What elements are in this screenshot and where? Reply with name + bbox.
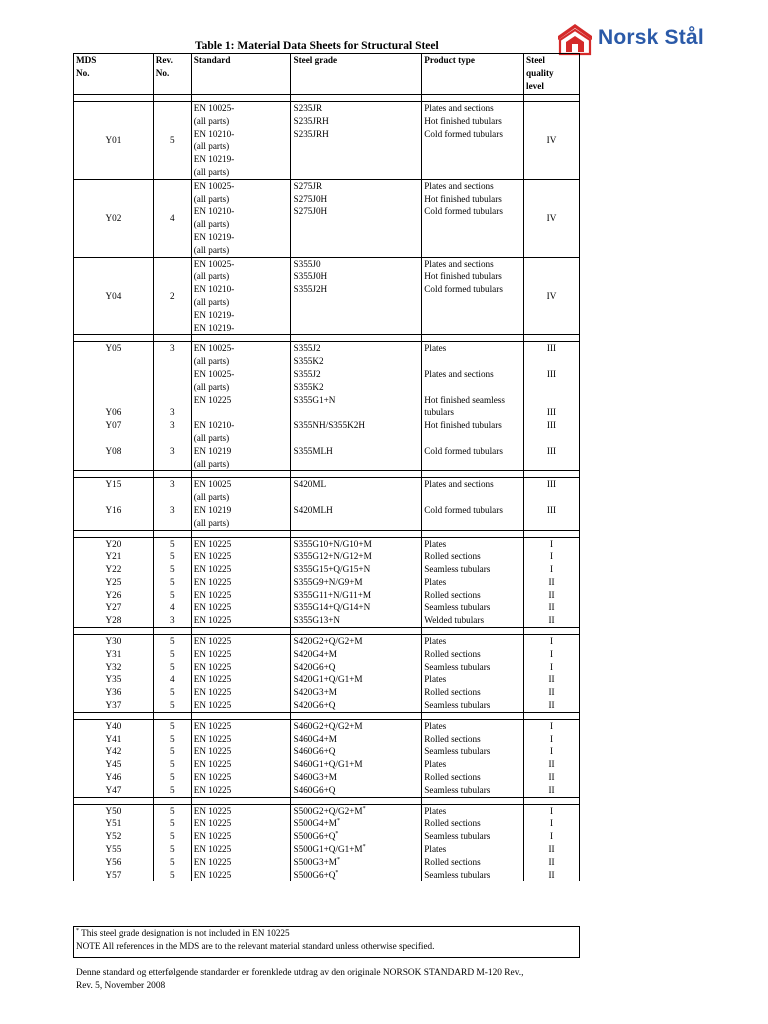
table-row (74, 817, 580, 830)
grade-cell: S355G13+N (291, 614, 422, 627)
grade-cell: S355J2 S355K2 (291, 368, 422, 394)
table-row (74, 771, 580, 784)
quality-cell: I (524, 648, 580, 661)
standard-cell: EN 10225 (191, 719, 291, 732)
grade-cell: S355G10+N/G10+M (291, 537, 422, 550)
disclaimer-line-1: Denne standard og etterfølgende standarder er forenklede utdrag av den originale NORSOK STANDARD M-120 Rev., (76, 968, 524, 978)
mds-cell: Y16 (74, 504, 154, 530)
quality-cell: III (524, 504, 580, 530)
grade-cell: S355MLH (291, 445, 422, 471)
table-row (74, 699, 580, 712)
mds-cell: Y52 (74, 830, 154, 843)
quality-cell: III (524, 368, 580, 394)
quality-cell: I (524, 563, 580, 576)
standard-cell: EN 10225 (191, 614, 291, 627)
quality-cell: III (524, 394, 580, 420)
mds-cell: Y30 (74, 635, 154, 648)
quality-cell: I (524, 817, 580, 830)
quality-cell: III (524, 478, 580, 504)
header-mds: MDS No. (74, 54, 154, 95)
mds-cell: Y21 (74, 550, 154, 563)
grade-cell: S420MLH (291, 504, 422, 530)
table-row (74, 504, 580, 530)
standard-cell: EN 10225 (191, 784, 291, 797)
table-body (74, 95, 580, 882)
quality-cell: II (524, 699, 580, 712)
product-cell: Plates (422, 804, 524, 817)
product-cell: Plates and sections (422, 368, 524, 394)
table-row (74, 661, 580, 674)
table-row (74, 673, 580, 686)
header-standard: Standard (191, 54, 291, 95)
product-cell: Seamless tubulars (422, 784, 524, 797)
mds-cell: Y27 (74, 601, 154, 614)
grade-cell: S500G6+Q* (291, 869, 422, 882)
table-row (74, 368, 580, 394)
quality-cell: II (524, 771, 580, 784)
standard-cell: EN 10225 (191, 856, 291, 869)
rev-cell: 5 (153, 648, 191, 661)
quality-cell: I (524, 635, 580, 648)
rev-cell: 3 (153, 504, 191, 530)
standard-cell: EN 10225 (191, 869, 291, 882)
product-cell: Plates (422, 673, 524, 686)
mds-cell: Y31 (74, 648, 154, 661)
standard-cell: EN 10025- (all parts) EN 10210- (all parts) EN 10219- (all parts) (191, 179, 291, 257)
grade-cell: S355J2 S355K2 (291, 342, 422, 368)
grade-cell: S420G4+M (291, 648, 422, 661)
standard-cell: EN 10225 (191, 817, 291, 830)
grade-cell: S460G4+M (291, 733, 422, 746)
footnote-ref: * (336, 818, 340, 825)
standard-cell: EN 10025- (all parts) (191, 368, 291, 394)
table-row (74, 648, 580, 661)
grade-cell: S235JR S235JRH S235JRH (291, 102, 422, 180)
rev-cell: 5 (153, 745, 191, 758)
standard-cell: EN 10225 (191, 648, 291, 661)
standard-cell: EN 10225 (191, 394, 291, 420)
product-cell: Rolled sections (422, 550, 524, 563)
rev-cell: 5 (153, 589, 191, 602)
mds-cell: Y35 (74, 673, 154, 686)
header-steel-grade: Steel grade (291, 54, 422, 95)
rev-cell: 4 (153, 673, 191, 686)
mds-cell: Y15 (74, 478, 154, 504)
rev-cell: 3 (153, 478, 191, 504)
rev-cell: 5 (153, 830, 191, 843)
mds-cell: Y46 (74, 771, 154, 784)
table-title: Table 1: Material Data Sheets for Structural Steel (195, 40, 439, 52)
quality-cell: II (524, 673, 580, 686)
table-row (74, 537, 580, 550)
standard-cell: EN 10025- (all parts) (191, 342, 291, 368)
table-row (74, 419, 580, 445)
mds-cell: Y57 (74, 869, 154, 882)
table-row (74, 576, 580, 589)
rev-cell: 5 (153, 102, 191, 180)
quality-cell: II (524, 869, 580, 882)
rev-cell: 5 (153, 686, 191, 699)
header-rev: Rev. No. (153, 54, 191, 95)
quality-cell: II (524, 843, 580, 856)
grade-cell: S355G15+Q/G15+N (291, 563, 422, 576)
quality-cell: II (524, 614, 580, 627)
product-cell: Plates (422, 758, 524, 771)
mds-cell: Y45 (74, 758, 154, 771)
rev-cell: 5 (153, 661, 191, 674)
product-cell: Rolled sections (422, 589, 524, 602)
rev-cell: 5 (153, 537, 191, 550)
standard-cell: EN 10225 (191, 699, 291, 712)
grade-cell: S420G6+Q (291, 661, 422, 674)
grade-cell: S420G3+M (291, 686, 422, 699)
table-row (74, 635, 580, 648)
rev-cell: 5 (153, 635, 191, 648)
product-cell: Hot finished tubulars (422, 419, 524, 445)
standard-cell: EN 10225 (191, 589, 291, 602)
mds-cell (74, 368, 154, 394)
product-cell: Plates (422, 342, 524, 368)
quality-cell: II (524, 576, 580, 589)
mds-cell: Y26 (74, 589, 154, 602)
standard-cell: EN 10225 (191, 635, 291, 648)
header-quality-level: Steel quality level (524, 54, 580, 95)
mds-cell: Y01 (74, 102, 154, 180)
group-separator (74, 471, 580, 478)
standard-cell: EN 10219 (all parts) (191, 445, 291, 471)
mds-cell: Y08 (74, 445, 154, 471)
product-cell: Seamless tubulars (422, 830, 524, 843)
rev-cell: 5 (153, 758, 191, 771)
product-cell: Seamless tubulars (422, 661, 524, 674)
mds-cell: Y55 (74, 843, 154, 856)
mds-cell: Y28 (74, 614, 154, 627)
product-cell: Plates and sections Hot finished tubulars Cold formed tubulars (422, 102, 524, 180)
quality-cell: I (524, 830, 580, 843)
quality-cell: I (524, 719, 580, 732)
rev-cell: 5 (153, 869, 191, 882)
quality-cell: IV (524, 257, 580, 335)
table-row (74, 394, 580, 420)
table-row (74, 478, 580, 504)
product-cell: Seamless tubulars (422, 869, 524, 882)
table-row (74, 719, 580, 732)
grade-cell: S420G1+Q/G1+M (291, 673, 422, 686)
mds-cell: Y41 (74, 733, 154, 746)
rev-cell: 5 (153, 563, 191, 576)
standard-cell: EN 10225 (191, 733, 291, 746)
grade-cell: S460G2+Q/G2+M (291, 719, 422, 732)
table-row (74, 733, 580, 746)
grade-cell: S500G6+Q* (291, 830, 422, 843)
table-row (74, 843, 580, 856)
mds-cell: Y05 (74, 342, 154, 368)
standard-cell: EN 10025 (all parts) (191, 478, 291, 504)
standard-cell: EN 10225 (191, 830, 291, 843)
rev-cell: 5 (153, 843, 191, 856)
norsk-stal-logo (556, 22, 716, 58)
footnote-ref: * (362, 805, 366, 812)
product-cell: Welded tubulars (422, 614, 524, 627)
table-row (74, 257, 580, 335)
mds-cell: Y25 (74, 576, 154, 589)
rev-cell (153, 368, 191, 394)
table-row (74, 856, 580, 869)
standard-cell: EN 10225 (191, 745, 291, 758)
rev-cell: 5 (153, 856, 191, 869)
rev-cell: 3 (153, 394, 191, 420)
quality-cell: III (524, 445, 580, 471)
group-separator (74, 797, 580, 804)
table-row (74, 804, 580, 817)
product-cell: Seamless tubulars (422, 601, 524, 614)
product-cell: Seamless tubulars (422, 563, 524, 576)
product-cell: Plates (422, 635, 524, 648)
product-cell: Seamless tubulars (422, 699, 524, 712)
quality-cell: I (524, 804, 580, 817)
product-cell: Plates (422, 576, 524, 589)
grade-cell: S460G3+M (291, 771, 422, 784)
rev-cell: 3 (153, 419, 191, 445)
table-row (74, 102, 580, 180)
product-cell: Rolled sections (422, 648, 524, 661)
footnote-text: This steel grade designation is not included in EN 10225 (79, 928, 290, 938)
product-cell: Plates (422, 843, 524, 856)
table-row (74, 563, 580, 576)
quality-cell: III (524, 342, 580, 368)
product-cell: Rolled sections (422, 856, 524, 869)
rev-cell: 3 (153, 342, 191, 368)
table-row (74, 445, 580, 471)
rev-cell: 5 (153, 784, 191, 797)
norsk-stal-logo-icon (556, 22, 594, 56)
standard-cell: EN 10225 (191, 550, 291, 563)
mds-cell: Y04 (74, 257, 154, 335)
standard-cell: EN 10225 (191, 673, 291, 686)
group-separator (74, 530, 580, 537)
grade-cell: S355NH/S355K2H (291, 419, 422, 445)
rev-cell: 3 (153, 614, 191, 627)
table-row (74, 601, 580, 614)
quality-cell: IV (524, 179, 580, 257)
table-row (74, 745, 580, 758)
product-cell: Seamless tubulars (422, 745, 524, 758)
logo-text: Norsk Stål (598, 26, 704, 49)
quality-cell: I (524, 733, 580, 746)
mds-cell: Y06 (74, 394, 154, 420)
footnote-note: NOTE All references in the MDS are to the relevant material standard unless otherwise specified. (76, 940, 435, 951)
standard-cell: EN 10225 (191, 843, 291, 856)
table-row (74, 830, 580, 843)
table-row (74, 758, 580, 771)
disclaimer (76, 967, 586, 993)
standard-cell: EN 10225 (191, 576, 291, 589)
grade-cell: S500G4+M* (291, 817, 422, 830)
product-cell: Rolled sections (422, 817, 524, 830)
grade-cell: S460G1+Q/G1+M (291, 758, 422, 771)
quality-cell: II (524, 686, 580, 699)
grade-cell: S355G12+N/G12+M (291, 550, 422, 563)
grade-cell: S420G6+Q (291, 699, 422, 712)
group-separator (74, 95, 580, 102)
quality-cell: IV (524, 102, 580, 180)
product-cell: Plates and sections (422, 478, 524, 504)
table-row (74, 869, 580, 882)
product-cell: Plates (422, 537, 524, 550)
product-cell: Rolled sections (422, 771, 524, 784)
rev-cell: 5 (153, 699, 191, 712)
mds-cell: Y56 (74, 856, 154, 869)
material-data-table (73, 53, 580, 881)
table-header-row (74, 54, 580, 95)
footnote-marker: * (76, 927, 79, 934)
grade-cell: S500G3+M* (291, 856, 422, 869)
mds-cell: Y40 (74, 719, 154, 732)
grade-cell: S355J0 S355J0H S355J2H (291, 257, 422, 335)
standard-cell: EN 10219 (all parts) (191, 504, 291, 530)
grade-cell: S420G2+Q/G2+M (291, 635, 422, 648)
grade-cell: S460G6+Q (291, 745, 422, 758)
standard-cell: EN 10210- (all parts) (191, 419, 291, 445)
grade-cell: S355G1+N (291, 394, 422, 420)
table-row (74, 550, 580, 563)
product-cell: Cold formed tubulars (422, 445, 524, 471)
grade-cell: S355G9+N/G9+M (291, 576, 422, 589)
standard-cell: EN 10225 (191, 771, 291, 784)
rev-cell: 4 (153, 179, 191, 257)
quality-cell: I (524, 661, 580, 674)
mds-cell: Y50 (74, 804, 154, 817)
footnote-ref: * (335, 869, 339, 876)
grade-cell: S420ML (291, 478, 422, 504)
table-row (74, 614, 580, 627)
mds-cell: Y47 (74, 784, 154, 797)
footnote-ref: * (362, 843, 366, 850)
standard-cell: EN 10025- (all parts) EN 10210- (all parts) EN 10219- (all parts) (191, 102, 291, 180)
mds-cell: Y20 (74, 537, 154, 550)
mds-cell: Y32 (74, 661, 154, 674)
rev-cell: 2 (153, 257, 191, 335)
rev-cell: 5 (153, 771, 191, 784)
disclaimer-line-2: Rev. 5, November 2008 (76, 980, 166, 991)
quality-cell: II (524, 856, 580, 869)
table-row (74, 179, 580, 257)
standard-cell: EN 10025- (all parts) EN 10210- (all parts) EN 10219- EN 10219- (191, 257, 291, 335)
grade-cell: S460G6+Q (291, 784, 422, 797)
grade-cell: S500G1+Q/G1+M* (291, 843, 422, 856)
standard-cell: EN 10225 (191, 804, 291, 817)
rev-cell: 5 (153, 550, 191, 563)
product-cell: Hot finished seamless tubulars (422, 394, 524, 420)
rev-cell: 4 (153, 601, 191, 614)
mds-cell: Y42 (74, 745, 154, 758)
table-row (74, 686, 580, 699)
grade-cell: S275JR S275J0H S275J0H (291, 179, 422, 257)
group-separator (74, 712, 580, 719)
grade-cell: S355G11+N/G11+M (291, 589, 422, 602)
standard-cell: EN 10225 (191, 537, 291, 550)
header-product-type: Product type (422, 54, 524, 95)
rev-cell: 5 (153, 576, 191, 589)
mds-cell: Y02 (74, 179, 154, 257)
footnote-ref: * (336, 856, 340, 863)
quality-cell: I (524, 537, 580, 550)
mds-cell: Y07 (74, 419, 154, 445)
quality-cell: II (524, 758, 580, 771)
standard-cell: EN 10225 (191, 601, 291, 614)
quality-cell: I (524, 550, 580, 563)
product-cell: Plates and sections Hot finished tubulars Cold formed tubulars (422, 179, 524, 257)
quality-cell: I (524, 745, 580, 758)
quality-cell: III (524, 419, 580, 445)
table-row (74, 342, 580, 368)
mds-cell: Y36 (74, 686, 154, 699)
group-separator (74, 335, 580, 342)
standard-cell: EN 10225 (191, 686, 291, 699)
footnote-ref: * (335, 831, 339, 838)
mds-cell: Y22 (74, 563, 154, 576)
table-row (74, 784, 580, 797)
product-cell: Rolled sections (422, 733, 524, 746)
standard-cell: EN 10225 (191, 563, 291, 576)
rev-cell: 5 (153, 719, 191, 732)
footnote (73, 926, 580, 958)
grade-cell: S355G14+Q/G14+N (291, 601, 422, 614)
rev-cell: 5 (153, 733, 191, 746)
product-cell: Plates (422, 719, 524, 732)
standard-cell: EN 10225 (191, 661, 291, 674)
table-row (74, 589, 580, 602)
product-cell: Cold formed tubulars (422, 504, 524, 530)
mds-cell: Y37 (74, 699, 154, 712)
standard-cell: EN 10225 (191, 758, 291, 771)
grade-cell: S500G2+Q/G2+M* (291, 804, 422, 817)
product-cell: Rolled sections (422, 686, 524, 699)
quality-cell: II (524, 784, 580, 797)
mds-cell: Y51 (74, 817, 154, 830)
rev-cell: 5 (153, 817, 191, 830)
group-separator (74, 628, 580, 635)
quality-cell: II (524, 601, 580, 614)
rev-cell: 5 (153, 804, 191, 817)
product-cell: Plates and sections Hot finished tubulars Cold formed tubulars (422, 257, 524, 335)
rev-cell: 3 (153, 445, 191, 471)
quality-cell: II (524, 589, 580, 602)
